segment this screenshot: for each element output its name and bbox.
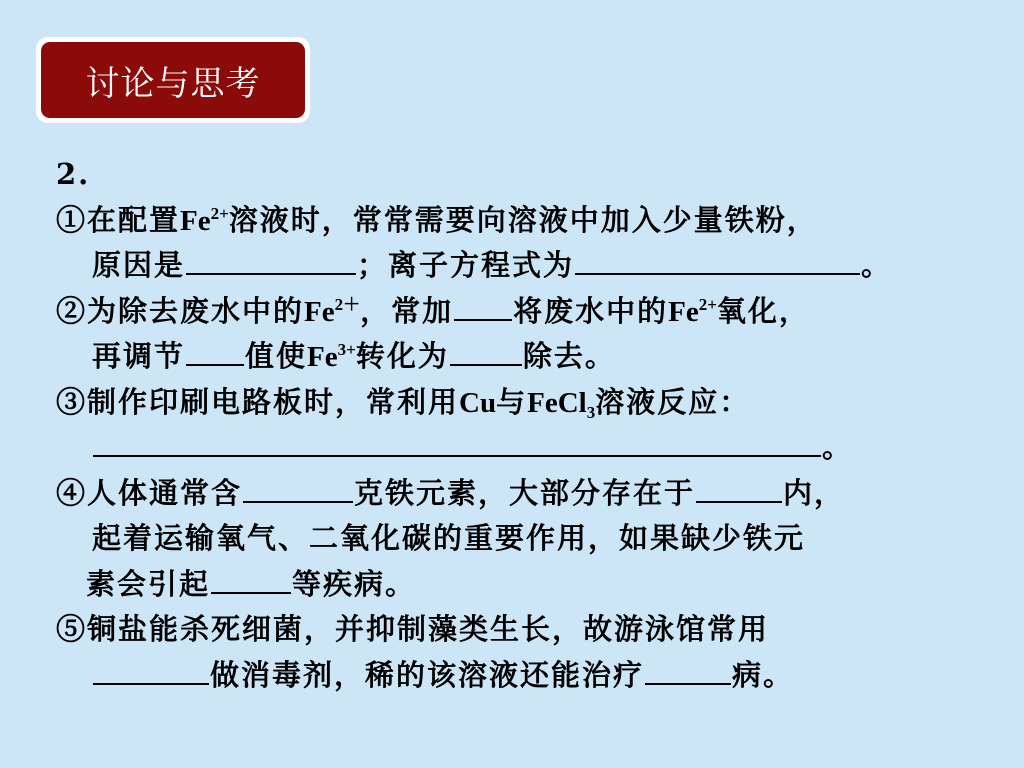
answer-blank[interactable]: [575, 243, 860, 275]
q1-text-c: 原因是: [92, 248, 186, 282]
q2-text-c: 将废水中的: [513, 293, 669, 328]
content: [56, 152, 1016, 698]
q1-line2: [56, 243, 1016, 289]
q5-line1: [56, 607, 1016, 653]
q1-fe: [180, 205, 229, 237]
slide-title: 讨论与思考: [41, 42, 305, 118]
answer-blank[interactable]: [93, 425, 821, 457]
q2-text-h: 除去。: [522, 339, 616, 373]
q2-text-a: ②为除去废水中的: [56, 293, 305, 328]
q1-fe-charge: 2+: [210, 203, 229, 223]
q3-line1: [56, 380, 1016, 426]
answer-blank[interactable]: [450, 334, 522, 366]
q4-text-c: 内，: [783, 475, 846, 510]
answer-blank[interactable]: [186, 243, 356, 275]
q1-fe-symbol: Fe: [180, 204, 211, 237]
q2-fe: [304, 296, 360, 328]
q3-text-b: 与: [496, 384, 528, 419]
q1-text-d: ；离子方程式为: [357, 248, 575, 282]
q2-fe-charge: 2＋: [334, 294, 361, 314]
q4-line1: [56, 471, 1016, 517]
q1-text-a: ①在配置: [56, 202, 181, 237]
q2-text-g: 转化为: [355, 339, 449, 373]
q2-text-f: 值使: [245, 339, 308, 373]
q3-fecl-subscript: 3: [586, 402, 596, 422]
q1-text-e: 。: [861, 248, 893, 282]
q2-fe2-charge: 2+: [698, 294, 717, 314]
answer-blank[interactable]: [696, 471, 782, 503]
q1-line1: [56, 198, 1016, 244]
answer-blank[interactable]: [243, 471, 353, 503]
q5-text-c: 病。: [732, 657, 795, 692]
q5-line2: [56, 653, 1016, 699]
q1-text-b: 溶液时，常常需要向溶液中加入少量铁粉，: [228, 202, 818, 237]
answer-blank[interactable]: [454, 289, 512, 321]
q4-text-a: ④人体通常含: [56, 475, 243, 510]
q3-fecl-symbol: FeCl: [527, 386, 587, 419]
q2-fe3-charge: 3+: [337, 340, 356, 359]
q5-text-b: 做消毒剂，稀的该溶液还能治疗: [210, 657, 645, 692]
q2-fe2: [668, 296, 717, 328]
question-number: 2.: [56, 157, 91, 191]
q3-cu: Cu: [459, 386, 497, 419]
q3-text-c: 溶液反应：: [595, 384, 751, 419]
q3-fecl3: [527, 386, 596, 422]
q2-text-d: 氧化，: [716, 293, 810, 328]
q4-line2: [56, 516, 1016, 562]
q3-end: 。: [822, 430, 854, 464]
q2-fe3: [307, 341, 356, 373]
q2-fe2-symbol: Fe: [668, 295, 699, 328]
q2-text-e: 再调节: [92, 339, 186, 373]
q4-text-b: 克铁元素，大部分存在于: [354, 475, 696, 510]
q2-line1: [56, 289, 1016, 335]
q4-text-d: 起着运输氧气、二氧化碳的重要作用，如果缺少铁元: [92, 521, 806, 555]
answer-blank[interactable]: [186, 334, 244, 366]
answer-blank[interactable]: [93, 653, 209, 685]
q2-fe3-symbol: Fe: [307, 341, 338, 373]
answer-blank[interactable]: [645, 653, 731, 685]
q2-fe-symbol: Fe: [304, 295, 335, 328]
q2-line2: [56, 334, 1016, 380]
q4-text-e: 素会引起: [86, 566, 211, 601]
q5-text-a: ⑤铜盐能杀死细菌，并抑制藻类生长，故游泳馆常用: [56, 612, 770, 646]
q4-line3: [56, 562, 1016, 608]
q2-text-b: ，常加: [360, 293, 454, 328]
answer-blank[interactable]: [211, 562, 291, 594]
title-box: [36, 37, 310, 123]
q3-text-a: ③制作印刷电路板时，常利用: [56, 384, 460, 419]
q3-line2: [56, 425, 1016, 471]
q4-text-f: 等疾病。: [292, 566, 417, 601]
